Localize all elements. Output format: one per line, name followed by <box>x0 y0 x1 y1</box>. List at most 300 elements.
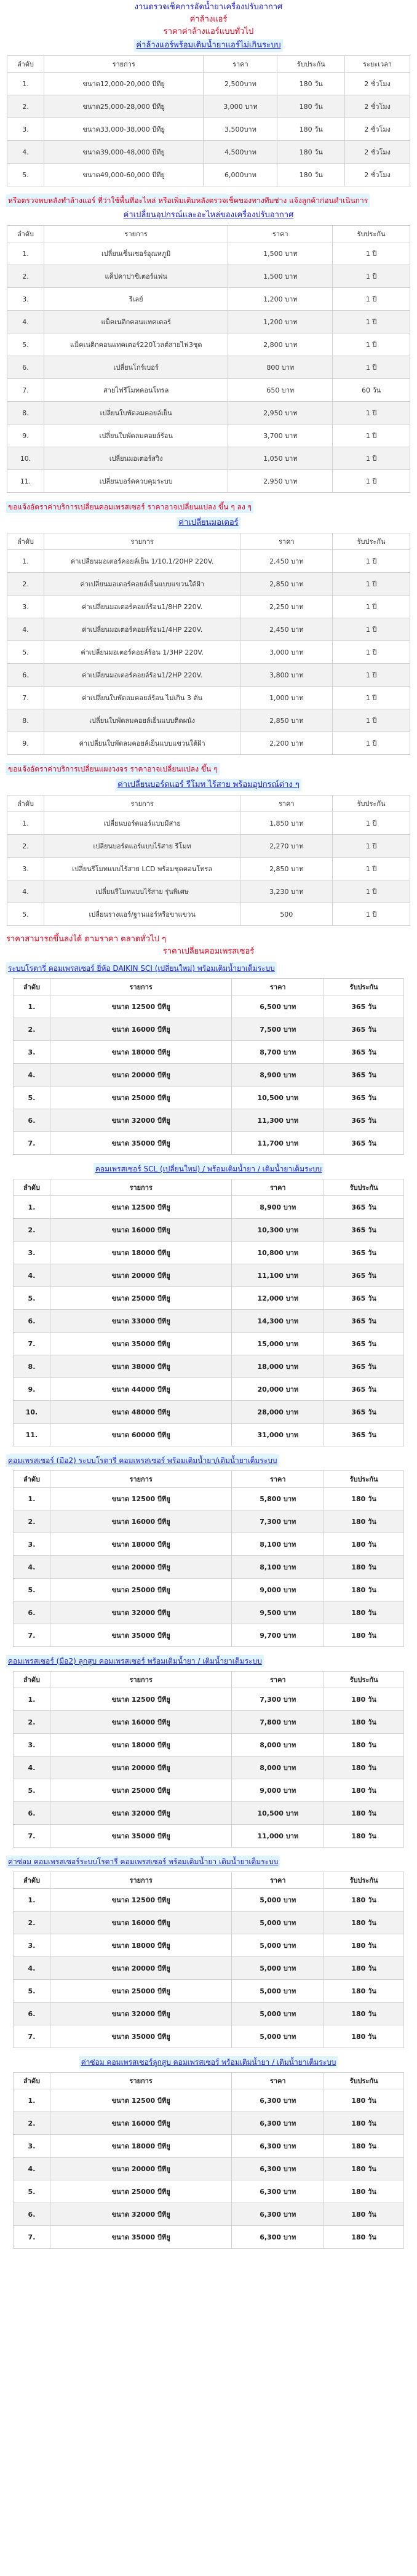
table-cell: ขนาด49,000-60,000 บีทียู <box>44 164 204 186</box>
table-cell: 1. <box>7 242 44 265</box>
table-cell: 6,300 บาท <box>232 2226 324 2249</box>
table-cell: 1. <box>14 2089 50 2112</box>
table-cell: 10,500 บาท <box>232 1802 324 1825</box>
table-cell: 4. <box>14 1757 50 1779</box>
table-row <box>14 1624 404 1647</box>
table-cell: 180 วัน <box>277 164 345 186</box>
table-cell: ค่าเปลี่ยนมอเตอร์คอยล์เย็นแบบแขวนใต้ฝ้า <box>44 573 240 596</box>
table-row <box>14 1333 404 1355</box>
table-cell: 3. <box>14 1734 50 1757</box>
table-cell: 180 วัน <box>324 2025 404 2048</box>
column-header: ราคา <box>232 1872 324 1889</box>
link-used-rotary[interactable]: คอมเพรสเซอร์ (มือ2) ระบบโรตารี่ คอมเพรสเซอร์ พร้อมเติมน้ำยา/เติมน้ำยาเต็มระบบ <box>6 1454 279 1467</box>
table-cell: 180 วัน <box>324 2158 404 2180</box>
table-cell: เปลี่ยนโกร์เบอร์ <box>44 356 228 379</box>
table-row <box>7 379 410 402</box>
link-cleaning-refill[interactable]: ค่าล้างแอร์พร้อมเติมน้ำยาแอร์ไม่เกินระบบ <box>134 39 282 52</box>
table-cell: 5. <box>7 641 44 664</box>
table-cell: 5. <box>14 1087 50 1109</box>
table-cell: 1 ปี <box>333 732 410 755</box>
table-cell: ขนาด 16000 บีทียู <box>50 2112 231 2135</box>
table-row <box>14 1556 404 1579</box>
table-row <box>14 1802 404 1825</box>
table-cell: ขนาด 18000 บีทียู <box>50 1734 231 1757</box>
table-cell: 3. <box>14 1041 50 1064</box>
table-cell: 180 วัน <box>324 1533 404 1556</box>
table-cell: ขนาด 25000 บีทียู <box>50 1087 231 1109</box>
table-cell: ขนาด 18000 บีทียู <box>50 1934 231 1957</box>
column-header: ลำดับ <box>7 533 44 550</box>
table-cell: 1,850 บาท <box>240 812 333 835</box>
table-cell: 14,300 บาท <box>232 1310 324 1333</box>
table-cell: 3,700 บาท <box>228 425 333 447</box>
column-header: รับประกัน <box>324 1872 404 1889</box>
table-cell: 1. <box>7 73 44 95</box>
table-cell: ขนาด 16000 บีทียู <box>50 1018 231 1041</box>
table-cell: 5,000 บาท <box>232 1912 324 1934</box>
table-cell: ค่าเปลี่ยนใบพัดลมคอยล์ร้อน ไม่เกิน 3 ตัน <box>44 687 240 709</box>
heading-compressor-replacement: ราคาเปลี่ยนคอมเพรสเซอร์ <box>162 947 255 956</box>
table-row <box>14 1912 404 1934</box>
link-rotary-daikin[interactable]: ระบบโรตารี่ คอมเพรสเซอร์ ยี่ห้อ DAIKIN SCI (เปลี่ยนใหม่) พร้อมเติมน้ำยาเต็มระบบ <box>6 962 277 975</box>
table-cell: ขนาด 60000 บีทียู <box>50 1424 231 1446</box>
table-row <box>14 1601 404 1624</box>
table-cell: 180 วัน <box>324 2226 404 2249</box>
table-cell: 9. <box>7 732 44 755</box>
table-cell: ขนาด 20000 บีทียู <box>50 2158 231 2180</box>
table-row <box>14 1579 404 1601</box>
table-cell: 365 วัน <box>324 1064 404 1087</box>
column-header: ราคา <box>228 226 333 242</box>
table-cell: 180 วัน <box>324 1980 404 2003</box>
note-market-price: ราคาสามารถขึ้นลงได้ ตามราคา ตลาดทั่วไป ๆ <box>6 935 167 944</box>
table-cell: ขนาด 25000 บีทียู <box>50 1287 231 1310</box>
link-repair-rotary[interactable]: ค่าซ่อม คอมเพรสเซอร์ระบบโรตารี่ คอมเพรสเซอร์ พร้อมเติมน้ำยา เติมน้ำยาเต็มระบบ <box>6 1856 280 1868</box>
table-cell: 2,450 บาท <box>240 550 333 573</box>
table-cell: 4. <box>14 1264 50 1287</box>
table-row <box>14 2089 404 2112</box>
table-cell: 6,000บาท <box>204 164 277 186</box>
table-cell: ขนาด25,000-28,000 บีทียู <box>44 95 204 118</box>
table-cell: 4. <box>14 1556 50 1579</box>
table-cell: 2. <box>7 95 44 118</box>
table-cell: 180 วัน <box>324 2003 404 2025</box>
table-row <box>14 1018 404 1041</box>
table-cell: 5,000 บาท <box>232 1980 324 2003</box>
column-header: ราคา <box>232 1672 324 1688</box>
table-cell: 8,900 บาท <box>232 1196 324 1219</box>
table-cell: 180 วัน <box>324 1957 404 1980</box>
table-cell: ขนาด 48000 บีทียู <box>50 1401 231 1424</box>
table-row <box>7 95 410 118</box>
heading-cleaning: ค่าล้างแอร์ <box>189 15 228 24</box>
table-row <box>14 2203 404 2226</box>
column-header: ลำดับ <box>14 1471 50 1488</box>
table-cell: ขนาด 25000 บีทียู <box>50 1980 231 2003</box>
table-cell: 365 วัน <box>324 1333 404 1355</box>
table-cell: 7. <box>14 2025 50 2048</box>
table-cell: 180 วัน <box>324 1802 404 1825</box>
table-cell: 1 ปี <box>333 596 410 618</box>
table-row <box>14 2226 404 2249</box>
table-cell: 20,000 บาท <box>232 1378 324 1401</box>
table-row <box>7 732 410 755</box>
table-cell: 7,300 บาท <box>232 1510 324 1533</box>
table-cell: ขนาด 16000 บีทียู <box>50 1219 231 1242</box>
table-cell: 365 วัน <box>324 1018 404 1041</box>
table-cell: 180 วัน <box>277 95 345 118</box>
table-cell: ค่าเปลี่ยนมอเตอร์คอยล์ร้อน1/8HP 220V. <box>44 596 240 618</box>
table-cell: ขนาด 38000 บีทียู <box>50 1355 231 1378</box>
table-row <box>7 402 410 425</box>
table-cell: เปลี่ยนรางแอร์/ฐานแอร์หรือขาแขวน <box>44 903 240 926</box>
table-row <box>7 425 410 447</box>
table-cell: 9,700 บาท <box>232 1624 324 1647</box>
table-row <box>7 447 410 470</box>
table-cell: 180 วัน <box>324 1711 404 1734</box>
table-row <box>14 1087 404 1109</box>
table-cell: 1 ปี <box>333 550 410 573</box>
table-row <box>14 2135 404 2158</box>
table-cell: แค็ปคาปาซิเตอร์แฟน <box>44 265 228 288</box>
table-cell: 1,050 บาท <box>228 447 333 470</box>
table-row <box>7 265 410 288</box>
table-cell: 11. <box>14 1424 50 1446</box>
table-cell: 2. <box>14 1711 50 1734</box>
table-cell: 2. <box>14 1912 50 1934</box>
table-cell: 180 วัน <box>324 1825 404 1848</box>
column-header: รับประกัน <box>324 979 404 995</box>
link-scl[interactable]: คอมเพรสเซอร์ SCL (เปลี่ยนใหม่) / พร้อมเติมน้ำยา / เติมน้ำยาเต็มระบบ <box>93 1163 324 1175</box>
table-cell: 1 ปี <box>333 641 410 664</box>
table-cell: 1 ปี <box>333 687 410 709</box>
table-cell: 8,100 บาท <box>232 1533 324 1556</box>
table-cell: 4. <box>7 311 44 333</box>
table-cell: 1 ปี <box>333 288 410 311</box>
table-cell: 6. <box>14 1601 50 1624</box>
cleaning-price-table <box>7 55 410 186</box>
table-cell: เปลี่ยนใบพัดลมคอยล์ร้อน <box>44 425 228 447</box>
table-row <box>14 2158 404 2180</box>
column-header: ลำดับ <box>14 2073 50 2089</box>
table-cell: เปลี่ยนบอร์ดควบคุมระบบ <box>44 470 228 493</box>
table-cell: 8,000 บาท <box>232 1757 324 1779</box>
table-cell: 1 ปี <box>333 664 410 687</box>
motor-price-table <box>7 533 410 755</box>
table-cell: ขนาด 20000 บีทียู <box>50 1957 231 1980</box>
table-cell: 180 วัน <box>324 1734 404 1757</box>
table-row <box>14 1132 404 1155</box>
table-cell: 365 วัน <box>324 995 404 1018</box>
table-cell: 5. <box>14 1287 50 1310</box>
table-row <box>14 2112 404 2135</box>
column-header: รายการ <box>50 979 231 995</box>
table-cell: ขนาด12,000-20,000 บีทียู <box>44 73 204 95</box>
table-row <box>14 1287 404 1310</box>
table-row <box>7 73 410 95</box>
table-cell: 365 วัน <box>324 1132 404 1155</box>
column-header: รายการ <box>50 1672 231 1688</box>
table-cell: 180 วัน <box>324 1757 404 1779</box>
table-cell: 180 วัน <box>324 2180 404 2203</box>
table-cell: 9,000 บาท <box>232 1779 324 1802</box>
table-row <box>14 995 404 1018</box>
table-cell: 1 ปี <box>333 573 410 596</box>
table-cell: 9,500 บาท <box>232 1601 324 1624</box>
table-cell: 1 ปี <box>333 835 410 858</box>
table-cell: 1 ปี <box>333 242 410 265</box>
table-cell: 8. <box>7 709 44 732</box>
table-cell: 2,800 บาท <box>228 333 333 356</box>
table-cell: ขนาด 32000 บีทียู <box>50 1601 231 1624</box>
table-cell: 2. <box>14 1510 50 1533</box>
table-cell: 2,270 บาท <box>240 835 333 858</box>
table-cell: ค่าเปลี่ยนมอเตอร์คอยล์ร้อน1/2HP 220V. <box>44 664 240 687</box>
table-cell: 7. <box>14 1333 50 1355</box>
table-cell: ขนาด 44000 บีทียู <box>50 1378 231 1401</box>
table-cell: ขนาด 20000 บีทียู <box>50 1264 231 1287</box>
table-cell: 5,000 บาท <box>232 1934 324 1957</box>
table-row <box>7 596 410 618</box>
column-header: รับประกัน <box>333 226 410 242</box>
table-cell: ขนาด 12500 บีทียู <box>50 995 231 1018</box>
table-cell: 9,000 บาท <box>232 1579 324 1601</box>
table-cell: ขนาด39,000-48,000 บีทียู <box>44 141 204 164</box>
link-used-piston[interactable]: คอมเพรสเซอร์ (มือ2) ลูกสูบ คอมเพรสเซอร์ พร้อมเติมน้ำยา / เติมน้ำยาเต็มระบบ <box>6 1655 264 1667</box>
table-cell: 1 ปี <box>333 880 410 903</box>
used-piston-table <box>13 1671 404 1848</box>
table-cell: 4. <box>14 2158 50 2180</box>
table-cell: ขนาด 25000 บีทียู <box>50 1579 231 1601</box>
table-cell: ขนาด 16000 บีทียู <box>50 1510 231 1533</box>
table-cell: ขนาด 35000 บีทียู <box>50 1624 231 1647</box>
table-cell: ขนาด 12500 บีทียู <box>50 1488 231 1510</box>
scl-compressor-table <box>13 1179 404 1446</box>
table-row <box>14 1688 404 1711</box>
link-repair-piston[interactable]: ค่าซ่อม คอมเพรสเซอร์ลูกสูบ คอมเพรสเซอร์ พร้อมเติมน้ำยา / เติมน้ำยาเต็มระบบ <box>79 2056 338 2068</box>
column-header: ระยะเวลา <box>345 56 410 73</box>
table-cell: 5,000 บาท <box>232 1957 324 1980</box>
table-cell: 365 วัน <box>324 1087 404 1109</box>
note-compressor: ขอแจ้งอัตราค่าบริการเปลี่ยนคอมเพรสเซอร์ ราคาอาจเปลี่ยนแปลง ขึ้น ๆ ลง ๆ <box>6 501 253 513</box>
table-cell: เปลี่ยนรีโมทแบบไร้สาย รุ่นพิเศษ <box>44 880 240 903</box>
table-cell: 3,230 บาท <box>240 880 333 903</box>
table-cell: 3,500บาท <box>204 118 277 141</box>
table-cell: 3. <box>14 1533 50 1556</box>
table-cell: ขนาด 20000 บีทียู <box>50 1757 231 1779</box>
table-row <box>14 1757 404 1779</box>
table-cell: ขนาด 35000 บีทียู <box>50 2025 231 2048</box>
column-header: ราคา <box>240 796 333 812</box>
heading-service-check: งานตรวจเช็คการอัดน้ำยาเครื่องปรับอากาศ <box>134 2 283 12</box>
column-header: ราคา <box>232 2073 324 2089</box>
table-cell: 2 ชั่วโมง <box>345 141 410 164</box>
table-cell: 4. <box>14 1957 50 1980</box>
table-cell: 180 วัน <box>324 1510 404 1533</box>
table-cell: 1 ปี <box>333 265 410 288</box>
table-cell: 4. <box>7 141 44 164</box>
table-cell: 5,000 บาท <box>232 1889 324 1912</box>
table-row <box>14 1109 404 1132</box>
table-row <box>14 1957 404 1980</box>
table-cell: 10. <box>14 1401 50 1424</box>
table-cell: ขนาด 32000 บีทียู <box>50 2003 231 2025</box>
table-cell: 6,300 บาท <box>232 2158 324 2180</box>
table-cell: ค่าเปลี่ยนมอเตอร์คอยล์ร้อน1/4HP 220V. <box>44 618 240 641</box>
table-row <box>7 812 410 835</box>
table-cell: 8,900 บาท <box>232 1064 324 1087</box>
table-cell: 180 วัน <box>324 1934 404 1957</box>
table-cell: 180 วัน <box>277 118 345 141</box>
table-cell: 4. <box>14 1064 50 1087</box>
table-row <box>14 1242 404 1264</box>
column-header: รายการ <box>44 226 228 242</box>
table-cell: 5. <box>14 1579 50 1601</box>
table-cell: 180 วัน <box>324 1556 404 1579</box>
table-cell: 6,300 บาท <box>232 2203 324 2226</box>
table-cell: 2 ชั่วโมง <box>345 164 410 186</box>
table-cell: 365 วัน <box>324 1264 404 1287</box>
table-row <box>7 118 410 141</box>
table-row <box>14 1355 404 1378</box>
rotary-daikin-table <box>13 978 404 1155</box>
table-cell: 8,000 บาท <box>232 1734 324 1757</box>
table-cell: 180 วัน <box>324 2089 404 2112</box>
table-row <box>7 903 410 926</box>
column-header: รายการ <box>50 1471 231 1488</box>
table-cell: ขนาด 12500 บีทียู <box>50 2089 231 2112</box>
used-rotary-table <box>13 1470 404 1647</box>
table-cell: 11,300 บาท <box>232 1109 324 1132</box>
table-cell: 7,800 บาท <box>232 1711 324 1734</box>
link-motor-replacement[interactable]: ค่าเปลี่ยนมอเตอร์ <box>177 517 240 529</box>
column-header: รายการ <box>50 1872 231 1889</box>
table-cell: 180 วัน <box>324 2135 404 2158</box>
table-cell: 11,000 บาท <box>232 1825 324 1848</box>
table-row <box>7 835 410 858</box>
table-cell: 365 วัน <box>324 1196 404 1219</box>
column-header: ราคา <box>204 56 277 73</box>
link-parts-replacement[interactable]: ค่าเปลี่ยนอุปกรณ์และอะไหล่ของเครื่องปรับอากาศ <box>123 210 294 220</box>
table-cell: 4. <box>7 618 44 641</box>
table-cell: เปลี่ยนบอร์ดแอร์แบบมีสาย <box>44 812 240 835</box>
table-cell: 10,300 บาท <box>232 1219 324 1242</box>
parts-price-table <box>7 225 410 493</box>
table-cell: 180 วัน <box>324 1688 404 1711</box>
column-header: ราคา <box>232 1471 324 1488</box>
table-cell: 365 วัน <box>324 1424 404 1446</box>
table-cell: 7. <box>14 1624 50 1647</box>
table-cell: 28,000 บาท <box>232 1401 324 1424</box>
table-cell: 4,500บาท <box>204 141 277 164</box>
table-cell: 2 ชั่วโมง <box>345 118 410 141</box>
table-cell: เปลี่ยนใบพัดลมคอยล์เย็นแบบติดผนัง <box>44 709 240 732</box>
table-cell: 180 วัน <box>324 1889 404 1912</box>
table-cell: 7,300 บาท <box>232 1688 324 1711</box>
table-cell: 2,200 บาท <box>240 732 333 755</box>
column-header: ลำดับ <box>14 979 50 995</box>
table-cell: 5,800 บาท <box>232 1488 324 1510</box>
table-cell: 3. <box>14 1242 50 1264</box>
table-cell: 2. <box>14 1219 50 1242</box>
table-cell: 6. <box>7 664 44 687</box>
heading-cleaning-general: ราคาค่าล้างแอร์แบบทั่วไป <box>163 27 254 36</box>
table-row <box>7 550 410 573</box>
table-cell: 1 ปี <box>333 356 410 379</box>
table-cell: 6. <box>14 1802 50 1825</box>
table-row <box>14 2003 404 2025</box>
note-board: ขอแจ้งอัตราค่าบริการเปลี่ยนแผงวงจร ราคาอาจเปลี่ยนแปลง ขึ้น ๆ <box>6 763 220 775</box>
table-row <box>14 1510 404 1533</box>
table-row <box>7 880 410 903</box>
table-cell: 365 วัน <box>324 1219 404 1242</box>
table-row <box>14 1533 404 1556</box>
table-cell: 1 ปี <box>333 812 410 835</box>
table-cell: 2. <box>7 265 44 288</box>
table-row <box>14 2025 404 2048</box>
table-cell: 1,200 บาท <box>228 288 333 311</box>
table-cell: 180 วัน <box>324 2112 404 2135</box>
column-header: ลำดับ <box>14 1672 50 1688</box>
table-cell: ขนาด 12500 บีทียู <box>50 1688 231 1711</box>
table-cell: 365 วัน <box>324 1287 404 1310</box>
table-cell: ขนาด 12500 บีทียู <box>50 1196 231 1219</box>
table-cell: 3,000 บาท <box>240 641 333 664</box>
table-cell: เปลี่ยนมอเตอร์สวิง <box>44 447 228 470</box>
table-cell: 9. <box>7 425 44 447</box>
table-cell: 2,450 บาท <box>240 618 333 641</box>
table-cell: 7. <box>7 687 44 709</box>
table-cell: 31,000 บาท <box>232 1424 324 1446</box>
column-header: ลำดับ <box>14 1179 50 1196</box>
table-row <box>14 1825 404 1848</box>
column-header: ลำดับ <box>7 56 44 73</box>
column-header: รับประกัน <box>324 2073 404 2089</box>
table-cell: 180 วัน <box>324 1779 404 1802</box>
column-header: รายการ <box>44 796 240 812</box>
table-cell: 1 ปี <box>333 903 410 926</box>
table-cell: 8,100 บาท <box>232 1556 324 1579</box>
table-cell: ขนาด 20000 บีทียู <box>50 1556 231 1579</box>
table-cell: 2,500บาท <box>204 73 277 95</box>
table-row <box>7 709 410 732</box>
table-cell: 1. <box>14 1488 50 1510</box>
table-cell: 2,250 บาท <box>240 596 333 618</box>
table-row <box>7 858 410 880</box>
table-cell: ค่าเปลี่ยนมอเตอร์คอยล์เย็น 1/10,1/20HP 220V. <box>44 550 240 573</box>
table-cell: 11,700 บาท <box>232 1132 324 1155</box>
table-cell: 1. <box>14 995 50 1018</box>
table-row <box>14 1401 404 1424</box>
table-cell: 3. <box>7 596 44 618</box>
table-row <box>7 288 410 311</box>
table-cell: เปลี่ยนบอร์ดแอร์แบบไร้สาย รีโมท <box>44 835 240 858</box>
table-row <box>14 1711 404 1734</box>
table-row <box>14 1064 404 1087</box>
table-cell: 6. <box>14 2003 50 2025</box>
table-cell: 3,000 บาท <box>204 95 277 118</box>
table-row <box>7 242 410 265</box>
table-cell: 1. <box>7 812 44 835</box>
link-board-replacement[interactable]: ค่าเปลี่ยนบอร์ดแอร์ รีโมท ไร้สาย พร้อมอุปกรณ์ต่าง ๆ <box>116 779 301 791</box>
column-header: รับประกัน <box>333 796 410 812</box>
table-row <box>7 311 410 333</box>
table-cell: 6. <box>14 1109 50 1132</box>
table-cell: 800 บาท <box>228 356 333 379</box>
table-cell: 10,500 บาท <box>232 1087 324 1109</box>
table-row <box>7 664 410 687</box>
table-cell: 365 วัน <box>324 1109 404 1132</box>
